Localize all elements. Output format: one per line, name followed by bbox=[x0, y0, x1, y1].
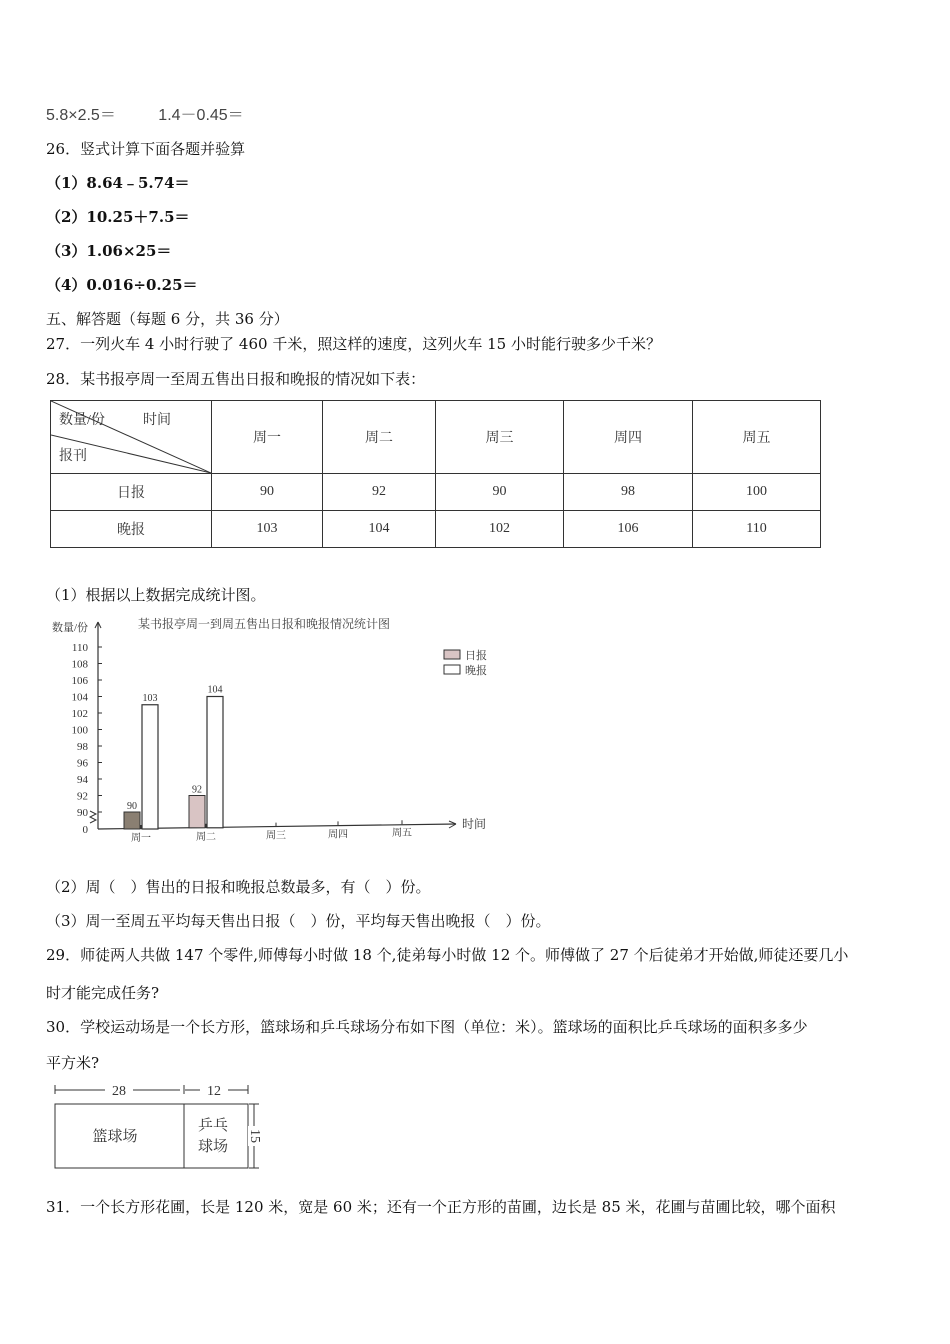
calc-expression: 5.8×2.5＝ bbox=[46, 107, 116, 124]
q28-sub2: （2）周（ ）售出的日报和晚报总数最多，有（ ）份。 bbox=[46, 878, 431, 896]
table-header-day: 周五 bbox=[693, 401, 821, 474]
corner-qty-label: 数量/份 bbox=[59, 413, 105, 428]
q26-item: （3）1.06×25＝ bbox=[46, 242, 172, 260]
table-cell: 110 bbox=[693, 511, 821, 548]
bar-value-label: 104 bbox=[207, 684, 223, 696]
chart-ylabel: 数量/份 bbox=[52, 622, 89, 634]
height-label-15: 15 bbox=[246, 1129, 262, 1143]
question-30-line1: 30．学校运动场是一个长方形，篮球场和乒乓球场分布如下图（单位：米）。篮球场的面积比乒乓球场的面积多多少 bbox=[46, 1018, 808, 1036]
question-29-line1: 29．师徒两人共做 147 个零件,师傅每小时做 18 个,徒弟每小时做 12 个。师傅做了 27 个后徒弟才开始做,师徒还要几小 bbox=[46, 946, 849, 964]
x-tick-label: 周一 bbox=[131, 833, 151, 844]
table-corner-header bbox=[51, 401, 212, 474]
table-row bbox=[51, 474, 821, 511]
field-outline bbox=[55, 1104, 248, 1168]
sales-table bbox=[50, 400, 821, 548]
corner-time-label: 时间 bbox=[143, 413, 171, 428]
bar-value-label: 92 bbox=[192, 784, 202, 796]
question-28-title: 28．某书报亭周一至周五售出日报和晚报的情况如下表： bbox=[46, 370, 426, 388]
table-header-day: 周三 bbox=[436, 401, 564, 474]
question-30-line2: 平方米? bbox=[46, 1054, 100, 1072]
x-axis-label: 时间 bbox=[462, 817, 487, 831]
row-label: 晚报 bbox=[51, 511, 212, 548]
y-tick-label: 92 bbox=[77, 790, 88, 803]
row-label: 日报 bbox=[51, 474, 212, 511]
table-header-day: 周二 bbox=[323, 401, 436, 474]
table-row bbox=[51, 511, 821, 548]
x-tick-label: 周四 bbox=[328, 829, 348, 841]
question-31: 31．一个长方形花圃，长是 120 米，宽是 60 米；还有一个正方形的苗圃，边长是 85 米，花圃与苗圃比较，哪个面积 bbox=[46, 1198, 836, 1216]
pingpong-court-label: 乒乓 bbox=[197, 1118, 229, 1134]
x-tick-label: 周五 bbox=[392, 828, 412, 840]
table-cell: 90 bbox=[436, 474, 564, 511]
y-tick-label: 110 bbox=[71, 642, 88, 654]
table-cell: 102 bbox=[436, 511, 564, 548]
bar-evening bbox=[207, 697, 223, 828]
y-tick-label: 108 bbox=[71, 658, 88, 671]
y-tick-label: 102 bbox=[71, 708, 88, 720]
pingpong-court-label: 球场 bbox=[197, 1139, 229, 1155]
table-cell: 90 bbox=[212, 474, 323, 511]
q28-sub3: （3）周一至周五平均每天售出日报（ ）份，平均每天售出晚报（ ）份。 bbox=[46, 912, 551, 930]
calc-row bbox=[46, 102, 282, 125]
q26-item: （4）0.016÷0.25＝ bbox=[46, 276, 198, 294]
bar-daily bbox=[124, 812, 140, 829]
q26-item: （2）10.25＋7.5＝ bbox=[46, 208, 190, 226]
legend-label: 晚报 bbox=[465, 665, 487, 677]
bar-evening bbox=[142, 705, 158, 829]
bar-chart bbox=[46, 612, 516, 852]
x-tick-label: 周三 bbox=[266, 830, 286, 842]
bar-value-label: 103 bbox=[142, 692, 158, 704]
bar-daily bbox=[189, 796, 205, 828]
table-cell: 98 bbox=[564, 474, 693, 511]
table-cell: 106 bbox=[564, 511, 693, 548]
q26-item: （1）8.64﹣5.74＝ bbox=[46, 174, 190, 192]
y-tick-label: 90 bbox=[77, 807, 88, 819]
table-cell: 100 bbox=[693, 474, 821, 511]
corner-paper-label: 报刊 bbox=[59, 449, 87, 464]
axis-break-mark bbox=[90, 811, 96, 823]
y-tick-label: 104 bbox=[71, 691, 88, 704]
y-tick-label: 96 bbox=[77, 757, 88, 770]
chart-title: 某书报亭周一到周五售出日报和晚报情况统计图 bbox=[138, 617, 391, 631]
table-cell: 104 bbox=[323, 511, 436, 548]
q28-sub1: （1）根据以上数据完成统计图。 bbox=[46, 586, 266, 604]
legend-swatch-evening bbox=[444, 665, 460, 674]
width-label-28: 28 bbox=[112, 1084, 126, 1099]
table-header-day: 周四 bbox=[564, 401, 693, 474]
basketball-court-label: 篮球场 bbox=[92, 1129, 138, 1145]
y-tick-label: 0 bbox=[82, 824, 88, 836]
bar-value-label: 90 bbox=[127, 801, 137, 812]
question-27: 27．一列火车 4 小时行驶了 460 千米，照这样的速度，这列火车 15 小时能行驶多少千米？ bbox=[46, 335, 661, 353]
y-tick-label: 94 bbox=[77, 774, 88, 786]
section-heading: 五、解答题（每题 6 分，共 36 分） bbox=[46, 310, 289, 328]
sports-field-figure bbox=[50, 1080, 270, 1172]
question-29-line2: 时才能完成任务? bbox=[46, 984, 160, 1002]
legend-label: 日报 bbox=[465, 650, 487, 662]
table-header-day: 周一 bbox=[212, 401, 323, 474]
x-tick-label: 周二 bbox=[196, 831, 216, 843]
table-cell: 103 bbox=[212, 511, 323, 548]
question-26-title: 26．竖式计算下面各题并验算 bbox=[46, 140, 246, 158]
table-cell: 92 bbox=[323, 474, 436, 511]
legend-swatch-daily bbox=[444, 650, 460, 659]
y-tick-label: 106 bbox=[71, 675, 88, 687]
y-tick-label: 100 bbox=[71, 724, 88, 737]
y-tick-label: 98 bbox=[77, 741, 88, 753]
calc-expression: 1.4－0.45＝ bbox=[158, 107, 244, 124]
width-label-12: 12 bbox=[207, 1084, 221, 1099]
